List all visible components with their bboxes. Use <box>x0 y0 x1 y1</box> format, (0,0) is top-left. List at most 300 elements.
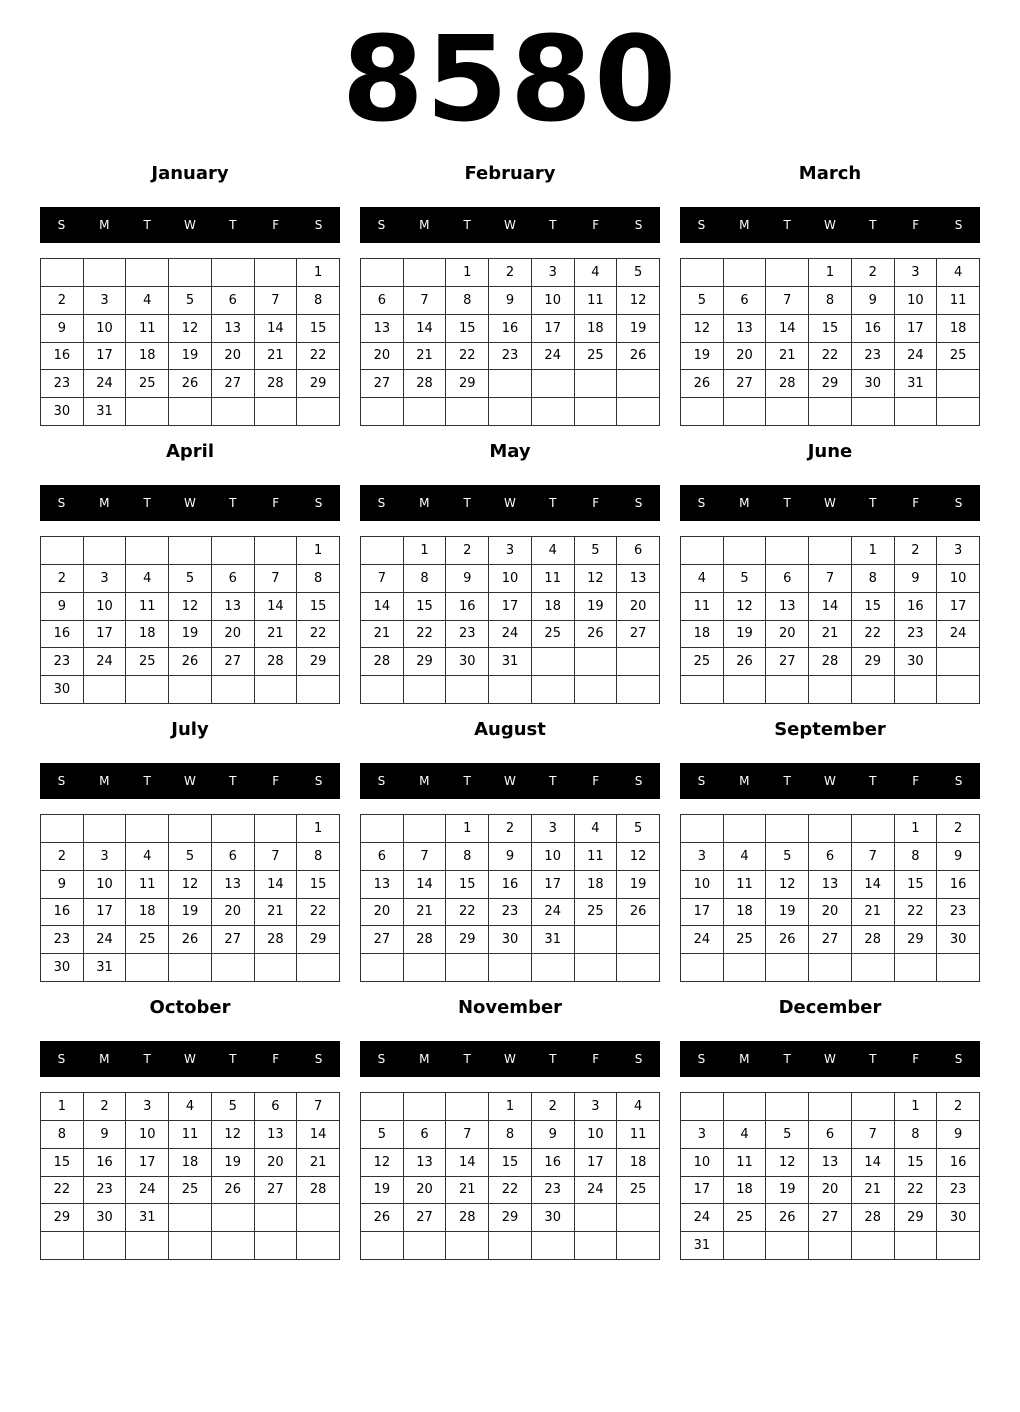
day-cell: 21 <box>255 899 298 927</box>
day-cell <box>809 815 852 843</box>
day-cell: 22 <box>297 899 340 927</box>
day-cell <box>297 1232 340 1260</box>
weekday-label: S <box>57 1052 66 1066</box>
day-cell: 28 <box>404 926 447 954</box>
day-cell: 1 <box>404 537 447 565</box>
day-cell: 7 <box>766 287 809 315</box>
day-cell: 17 <box>532 315 575 343</box>
weekday-label: T <box>143 496 151 510</box>
day-cell <box>41 1232 84 1260</box>
day-cell: 4 <box>126 565 169 593</box>
day-cell <box>212 676 255 704</box>
day-cell: 25 <box>724 1204 767 1232</box>
day-cell: 9 <box>852 287 895 315</box>
weekday-label: M <box>739 774 750 788</box>
day-cell: 8 <box>895 843 938 871</box>
day-cell: 28 <box>809 648 852 676</box>
day-cell: 29 <box>404 648 447 676</box>
day-cell <box>361 815 404 843</box>
day-cell: 21 <box>852 1177 895 1205</box>
day-cell: 17 <box>84 899 127 927</box>
day-cell <box>84 1232 127 1260</box>
weekday-label: S <box>57 496 66 510</box>
day-cell: 17 <box>895 315 938 343</box>
day-cell: 27 <box>361 926 404 954</box>
day-cell: 20 <box>212 621 255 649</box>
day-cell: 1 <box>895 1093 938 1121</box>
day-cell: 19 <box>617 871 660 899</box>
day-cell: 3 <box>937 537 980 565</box>
weekday-label: T <box>549 218 557 232</box>
day-cell: 23 <box>84 1177 127 1205</box>
day-cell: 13 <box>724 315 767 343</box>
day-cell: 18 <box>169 1149 212 1177</box>
weekday-label: T <box>869 1052 877 1066</box>
day-cell: 25 <box>575 899 618 927</box>
day-cell: 2 <box>937 1093 980 1121</box>
weekday-label: T <box>783 774 791 788</box>
day-cell <box>489 398 532 426</box>
day-cell: 26 <box>575 621 618 649</box>
day-cell: 12 <box>617 287 660 315</box>
day-cell: 9 <box>41 593 84 621</box>
day-cell: 5 <box>361 1121 404 1149</box>
day-cell: 10 <box>532 287 575 315</box>
day-cell: 25 <box>617 1177 660 1205</box>
weekday-label: T <box>143 774 151 788</box>
day-cell <box>84 537 127 565</box>
day-cell: 8 <box>446 843 489 871</box>
weekday-label: W <box>824 774 836 788</box>
day-cell <box>212 1204 255 1232</box>
day-cell: 6 <box>255 1093 298 1121</box>
day-cell: 27 <box>617 621 660 649</box>
day-cell <box>212 815 255 843</box>
day-cell: 20 <box>617 593 660 621</box>
day-cell <box>617 1232 660 1260</box>
weekday-header <box>40 1041 340 1077</box>
day-cell <box>297 954 340 982</box>
day-cell: 17 <box>681 1177 724 1205</box>
day-cell: 12 <box>681 315 724 343</box>
weekday-label: S <box>314 218 323 232</box>
day-cell: 9 <box>489 843 532 871</box>
day-cell: 2 <box>489 815 532 843</box>
day-cell: 28 <box>255 926 298 954</box>
day-cell: 1 <box>446 815 489 843</box>
day-cell: 9 <box>41 871 84 899</box>
day-cell <box>937 398 980 426</box>
day-cell: 29 <box>895 926 938 954</box>
day-cell: 18 <box>575 315 618 343</box>
day-cell: 9 <box>937 1121 980 1149</box>
day-cell: 16 <box>41 621 84 649</box>
day-cell: 12 <box>766 871 809 899</box>
weekday-label: F <box>272 496 280 510</box>
month-name: November <box>457 997 563 1018</box>
weekday-label: S <box>954 774 963 788</box>
day-cell <box>297 398 340 426</box>
day-cell: 2 <box>937 815 980 843</box>
day-cell: 27 <box>212 370 255 398</box>
day-cell: 26 <box>766 926 809 954</box>
day-cell: 25 <box>169 1177 212 1205</box>
day-cell <box>255 537 298 565</box>
day-cell <box>937 1232 980 1260</box>
day-cell: 3 <box>84 843 127 871</box>
day-cell: 16 <box>532 1149 575 1177</box>
day-cell: 5 <box>575 537 618 565</box>
day-cell: 29 <box>297 370 340 398</box>
day-cell: 11 <box>681 593 724 621</box>
day-cell: 30 <box>895 648 938 676</box>
day-cell <box>681 398 724 426</box>
day-grid <box>360 536 660 704</box>
weekday-label: M <box>739 218 750 232</box>
day-cell: 24 <box>681 1204 724 1232</box>
day-cell: 17 <box>937 593 980 621</box>
day-cell: 31 <box>532 926 575 954</box>
day-cell: 14 <box>404 871 447 899</box>
day-cell: 28 <box>852 926 895 954</box>
day-cell: 12 <box>169 315 212 343</box>
day-cell <box>212 537 255 565</box>
day-cell: 4 <box>681 565 724 593</box>
day-cell: 17 <box>126 1149 169 1177</box>
weekday-label: M <box>99 496 110 510</box>
day-cell: 25 <box>575 343 618 371</box>
month-name: July <box>171 719 209 740</box>
day-cell: 3 <box>532 259 575 287</box>
day-cell: 18 <box>575 871 618 899</box>
day-cell: 18 <box>126 343 169 371</box>
day-cell: 27 <box>766 648 809 676</box>
day-cell: 14 <box>766 315 809 343</box>
day-cell <box>809 954 852 982</box>
day-cell <box>895 954 938 982</box>
day-cell: 2 <box>84 1093 127 1121</box>
day-cell <box>169 954 212 982</box>
weekday-header <box>360 207 660 243</box>
day-cell: 6 <box>404 1121 447 1149</box>
day-cell: 21 <box>255 343 298 371</box>
day-cell: 8 <box>297 565 340 593</box>
weekday-label: S <box>697 496 706 510</box>
day-cell: 22 <box>489 1177 532 1205</box>
day-cell: 30 <box>84 1204 127 1232</box>
day-cell: 24 <box>84 648 127 676</box>
weekday-label: T <box>143 218 151 232</box>
day-cell: 2 <box>446 537 489 565</box>
day-cell <box>766 815 809 843</box>
day-cell: 13 <box>361 315 404 343</box>
weekday-label: F <box>592 496 600 510</box>
weekday-label: T <box>783 218 791 232</box>
day-cell: 5 <box>169 287 212 315</box>
day-cell: 7 <box>404 287 447 315</box>
day-cell: 2 <box>41 843 84 871</box>
day-cell: 1 <box>446 259 489 287</box>
day-cell: 11 <box>169 1121 212 1149</box>
weekday-label: S <box>314 496 323 510</box>
day-cell <box>361 1093 404 1121</box>
day-cell: 22 <box>446 899 489 927</box>
day-grid <box>360 258 660 426</box>
day-cell <box>852 815 895 843</box>
day-cell: 8 <box>895 1121 938 1149</box>
day-cell <box>404 259 447 287</box>
day-cell: 1 <box>297 259 340 287</box>
day-cell <box>766 398 809 426</box>
day-cell: 4 <box>126 843 169 871</box>
day-cell: 6 <box>212 287 255 315</box>
day-cell <box>297 1204 340 1232</box>
weekday-label: M <box>739 496 750 510</box>
day-cell: 4 <box>575 815 618 843</box>
day-cell: 15 <box>489 1149 532 1177</box>
day-cell: 14 <box>852 871 895 899</box>
day-cell: 6 <box>212 565 255 593</box>
day-cell: 9 <box>41 315 84 343</box>
day-cell: 9 <box>895 565 938 593</box>
day-cell <box>575 370 618 398</box>
weekday-label: S <box>634 218 643 232</box>
day-cell: 25 <box>724 926 767 954</box>
day-cell: 16 <box>489 871 532 899</box>
day-cell: 4 <box>724 843 767 871</box>
weekday-label: S <box>377 218 386 232</box>
day-cell: 3 <box>126 1093 169 1121</box>
day-cell <box>169 815 212 843</box>
day-cell: 15 <box>41 1149 84 1177</box>
day-cell <box>361 398 404 426</box>
day-cell <box>766 259 809 287</box>
day-cell: 19 <box>169 899 212 927</box>
day-cell: 22 <box>404 621 447 649</box>
day-cell: 27 <box>809 1204 852 1232</box>
day-cell <box>617 648 660 676</box>
day-cell: 15 <box>895 871 938 899</box>
day-cell: 10 <box>126 1121 169 1149</box>
day-cell: 29 <box>446 370 489 398</box>
day-cell: 8 <box>489 1121 532 1149</box>
day-cell <box>852 954 895 982</box>
day-cell: 19 <box>169 343 212 371</box>
day-cell <box>681 537 724 565</box>
day-cell <box>126 398 169 426</box>
day-cell <box>361 676 404 704</box>
weekday-label: S <box>954 496 963 510</box>
day-cell: 15 <box>809 315 852 343</box>
month-name: June <box>807 441 853 462</box>
day-cell <box>895 676 938 704</box>
day-cell: 19 <box>617 315 660 343</box>
day-grid <box>360 814 660 982</box>
day-cell: 25 <box>532 621 575 649</box>
day-cell: 30 <box>41 954 84 982</box>
month-name: May <box>489 441 531 462</box>
day-cell: 16 <box>41 899 84 927</box>
day-cell: 21 <box>852 899 895 927</box>
day-cell <box>404 954 447 982</box>
day-cell: 14 <box>404 315 447 343</box>
year-title: 8580 <box>341 10 679 148</box>
day-cell: 10 <box>84 593 127 621</box>
day-cell: 1 <box>809 259 852 287</box>
day-cell: 26 <box>617 343 660 371</box>
day-cell: 13 <box>404 1149 447 1177</box>
day-cell <box>404 398 447 426</box>
day-cell <box>446 676 489 704</box>
weekday-label: S <box>634 774 643 788</box>
day-cell: 18 <box>126 899 169 927</box>
weekday-label: T <box>463 496 471 510</box>
month-name: March <box>798 163 862 184</box>
day-cell: 21 <box>404 899 447 927</box>
day-cell: 12 <box>766 1149 809 1177</box>
day-cell: 29 <box>297 926 340 954</box>
day-cell: 23 <box>532 1177 575 1205</box>
day-cell <box>724 259 767 287</box>
weekday-label: S <box>954 218 963 232</box>
day-cell: 4 <box>724 1121 767 1149</box>
day-cell: 21 <box>446 1177 489 1205</box>
weekday-label: T <box>229 218 237 232</box>
day-cell <box>489 370 532 398</box>
day-cell: 17 <box>575 1149 618 1177</box>
day-cell: 17 <box>84 343 127 371</box>
day-cell: 8 <box>809 287 852 315</box>
day-cell: 12 <box>617 843 660 871</box>
day-cell <box>361 954 404 982</box>
day-cell: 30 <box>532 1204 575 1232</box>
weekday-label: F <box>592 1052 600 1066</box>
day-cell <box>809 1093 852 1121</box>
day-cell <box>532 1232 575 1260</box>
day-cell <box>126 1232 169 1260</box>
day-cell: 1 <box>41 1093 84 1121</box>
day-cell: 31 <box>489 648 532 676</box>
day-cell: 15 <box>404 593 447 621</box>
day-cell: 4 <box>575 259 618 287</box>
day-cell: 12 <box>724 593 767 621</box>
day-cell <box>446 398 489 426</box>
day-cell: 30 <box>41 398 84 426</box>
weekday-header <box>40 763 340 799</box>
weekday-label: T <box>869 496 877 510</box>
weekday-label: S <box>377 774 386 788</box>
day-cell <box>404 815 447 843</box>
day-cell <box>617 926 660 954</box>
day-cell <box>169 1204 212 1232</box>
weekday-label: W <box>824 496 836 510</box>
day-cell: 17 <box>532 871 575 899</box>
day-cell: 19 <box>766 1177 809 1205</box>
day-cell: 26 <box>212 1177 255 1205</box>
day-cell: 20 <box>212 343 255 371</box>
day-cell: 16 <box>84 1149 127 1177</box>
day-cell: 16 <box>937 1149 980 1177</box>
day-cell <box>724 1232 767 1260</box>
day-cell <box>169 259 212 287</box>
day-cell: 9 <box>489 287 532 315</box>
day-cell: 23 <box>41 370 84 398</box>
weekday-label: W <box>504 774 516 788</box>
day-cell: 7 <box>809 565 852 593</box>
weekday-header <box>680 1041 980 1077</box>
day-cell: 11 <box>724 1149 767 1177</box>
day-cell: 24 <box>532 899 575 927</box>
day-cell: 24 <box>575 1177 618 1205</box>
day-cell <box>169 1232 212 1260</box>
day-grid <box>680 536 980 704</box>
day-grid <box>680 814 980 982</box>
day-cell: 12 <box>575 565 618 593</box>
day-cell: 29 <box>895 1204 938 1232</box>
day-cell: 4 <box>532 537 575 565</box>
day-cell <box>575 1204 618 1232</box>
day-cell: 10 <box>84 315 127 343</box>
day-cell <box>852 1232 895 1260</box>
day-grid <box>360 1092 660 1260</box>
day-cell <box>532 370 575 398</box>
day-cell: 7 <box>852 843 895 871</box>
day-cell: 4 <box>169 1093 212 1121</box>
day-cell: 29 <box>852 648 895 676</box>
day-cell: 31 <box>84 398 127 426</box>
day-cell: 5 <box>212 1093 255 1121</box>
day-cell: 10 <box>532 843 575 871</box>
weekday-label: S <box>697 774 706 788</box>
day-cell <box>489 676 532 704</box>
day-cell <box>126 537 169 565</box>
weekday-label: M <box>99 1052 110 1066</box>
day-cell: 23 <box>937 899 980 927</box>
weekday-label: T <box>143 1052 151 1066</box>
day-cell <box>361 1232 404 1260</box>
day-cell <box>617 398 660 426</box>
day-cell: 7 <box>361 565 404 593</box>
day-cell: 16 <box>489 315 532 343</box>
day-cell: 13 <box>809 871 852 899</box>
day-cell <box>255 954 298 982</box>
day-cell: 9 <box>937 843 980 871</box>
day-cell: 22 <box>895 1177 938 1205</box>
day-cell: 14 <box>446 1149 489 1177</box>
day-cell <box>895 398 938 426</box>
weekday-label: T <box>463 774 471 788</box>
day-grid <box>40 258 340 426</box>
day-cell: 21 <box>766 343 809 371</box>
day-cell: 18 <box>532 593 575 621</box>
day-cell <box>809 676 852 704</box>
day-cell <box>212 1232 255 1260</box>
day-cell <box>617 676 660 704</box>
weekday-label: T <box>869 218 877 232</box>
day-cell: 20 <box>809 1177 852 1205</box>
day-cell: 6 <box>724 287 767 315</box>
weekday-header <box>40 207 340 243</box>
month-name: December <box>778 997 882 1018</box>
day-cell: 5 <box>169 565 212 593</box>
day-cell: 22 <box>809 343 852 371</box>
day-cell <box>84 259 127 287</box>
month-name: September <box>774 719 886 740</box>
weekday-label: F <box>912 218 920 232</box>
day-cell: 15 <box>895 1149 938 1177</box>
day-cell: 3 <box>84 565 127 593</box>
day-cell: 4 <box>937 259 980 287</box>
